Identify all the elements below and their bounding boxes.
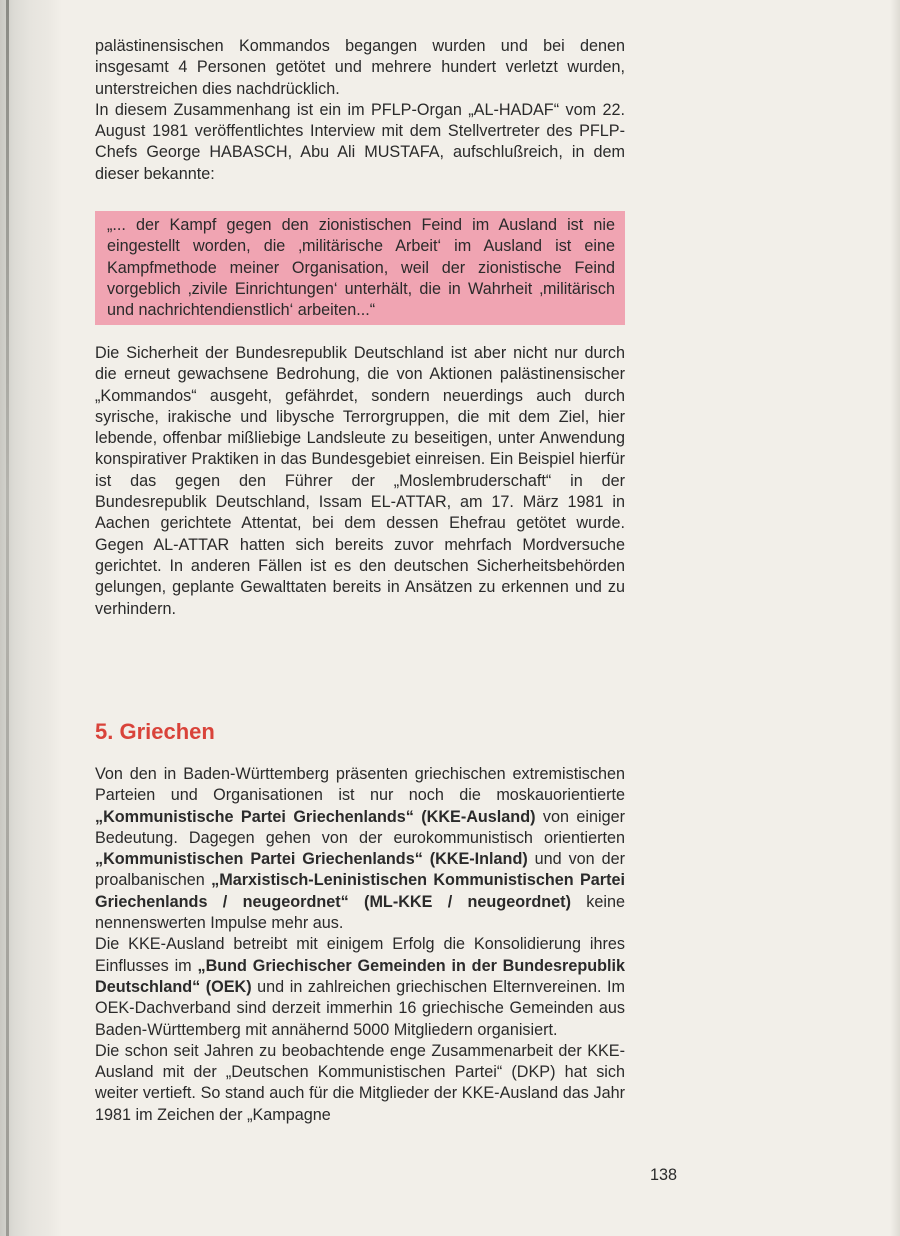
text-run: und von der proalbanischen: [95, 850, 625, 890]
text-run: keine nennenswerten Impulse mehr aus.: [95, 892, 625, 933]
page-right-edge: [890, 0, 900, 1236]
binding-edge: [6, 0, 9, 1236]
intro-paragraph-2: In diesem Zusammenhang ist ein im PFLP-Organ „AL-HADAF“ vom 22. August 1981 veröffentlichtes Interview mit dem Stellvertreter des PFLP-Chefs George HABASCH, Abu Ali MUSTAFA, aufschlußreich, in dem dieser bekannte:: [95, 100, 625, 183]
org-name-oek: „Bund Griechischer Gemeinden in der Bundesrepublik Deutschland“ (OEK): [95, 956, 625, 996]
intro-block: [95, 36, 625, 185]
text-run: von einiger Bedeutung. Dagegen gehen von der eurokommunistisch orientierten: [95, 807, 625, 847]
greek-paragraph-2: [95, 934, 625, 1040]
text-run: und in zahlreichen griechischen Elternvereinen. Im OEK-Dachverband sind derzeit immerhin 16 griechische Gemeinden aus Baden-Württemberg mit annähernd 5000 Mitgliedern organisiert.: [95, 977, 626, 1039]
highlighted-quote: [95, 211, 625, 325]
party-name-ml-kke: „Marxistisch-Leninistischen Kommunistischen Partei Griechenlands / neugeordnet“ (ML-KKE / neugeordnet): [95, 871, 625, 911]
party-name-kke-inland: „Kommunistischen Partei Griechenlands“ (KKE-Inland): [95, 850, 528, 869]
greek-paragraph-3: Die schon seit Jahren zu beobachtende enge Zusammenarbeit der KKE-Ausland mit der „Deutschen Kommunistischen Partei“ (DKP) hat sich weiter vertieft. So stand auch für die Mitglieder der KKE-Ausland das Jahr 1981 im Zeichen der „Kampagne: [95, 1041, 625, 1124]
book-binding-shadow: [0, 0, 62, 1236]
greek-paragraph-1: [95, 764, 625, 934]
party-name-kke-ausland: „Kommunistische Partei Griechenlands“ (KKE-Ausland): [95, 807, 536, 826]
section-heading: 5. Griechen: [95, 719, 215, 744]
text-run: Die KKE-Ausland betreibt mit einigem Erfolg die Konsolidierung ihres Einflusses im: [95, 935, 625, 975]
security-paragraph: Die Sicherheit der Bundesrepublik Deutschland ist aber nicht nur durch die erneut gewachsene Bedrohung, die von Aktionen palästinensischer „Kommandos“ ausgeht, gefährdet, sondern neuerdings auch durch syrische, irakische und libysche Terrorgruppen, die mit dem Ziel, hier lebende, offenbar mißliebige Landsleute zu beseitigen, unter Anwendung konspirativer Praktiken in das Bundesgebiet einreisen. Ein Beispiel hierfür ist das gegen den Führer der „Moslembruderschaft“ in der Bundesrepublik Deutschland, Issam EL-ATTAR, am 17. März 1981 in Aachen gerichtete Attentat, bei dem dessen Ehefrau getötet wurde. Gegen AL-ATTAR hatten sich bereits zuvor mehrfach Mordversuche gerichtet. In anderen Fällen ist es den deutschen Sicherheitsbehörden gelungen, geplante Gewalttaten bereits in Ansätzen zu erkennen und zu verhindern.: [95, 344, 625, 618]
quote-text: „... der Kampf gegen den zionistischen Feind im Ausland ist nie eingestellt worden, die ‚militärische Arbeit‘ im Ausland ist eine Kampfmethode meiner Organisation, weil der zionistische Feind vorgeblich ‚zivile Einrichtungen‘ unterhält, die in Wahrheit ‚militärisch und nachrichtendienstlich‘ arbeiten...“: [107, 216, 615, 320]
greek-section-body: [95, 764, 625, 1126]
text-run: Von den in Baden-Württemberg präsenten griechischen extremistischen Parteien und Organisationen ist nur noch die moskauorientierte: [95, 765, 625, 805]
intro-paragraph-1: palästinensischen Kommandos begangen wurden und bei denen insgesamt 4 Personen getötet und mehrere hundert verletzt wurden, unterstreichen dies nachdrücklich.: [95, 37, 625, 98]
page-number: 138: [650, 1166, 678, 1184]
security-block: [95, 343, 625, 620]
